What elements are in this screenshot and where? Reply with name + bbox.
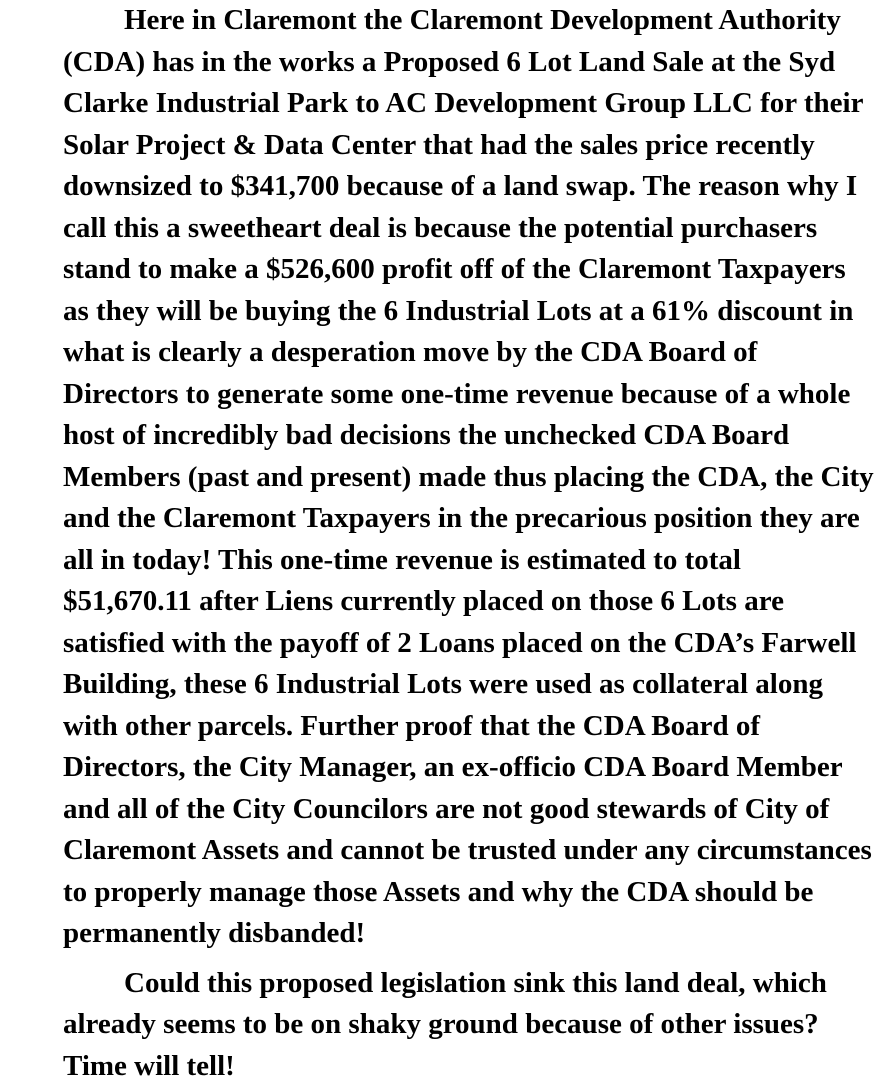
text-line: Members (past and present) made thus placing the CDA, the City [2,457,878,499]
text-line: call this a sweetheart deal is because the potential purchasers [2,208,878,250]
text-line: Solar Project & Data Center that had the sales price recently [2,125,878,167]
text-line: stand to make a $526,600 profit off of the Claremont Taxpayers [2,249,878,291]
text-line: and all of the City Councilors are not good stewards of City of [2,789,878,831]
text-line: $51,670.11 after Liens currently placed on those 6 Lots are [2,581,878,623]
text-line: what is clearly a desperation move by the CDA Board of [2,332,878,374]
text-line: Here in Claremont the Claremont Development Authority [2,0,878,42]
text-line: Time will tell! [2,1046,878,1087]
paragraph-legislation-question [2,963,878,1087]
text-line: downsized to $341,700 because of a land swap. The reason why I [2,166,878,208]
text-line: Directors, the City Manager, an ex-officio CDA Board Member [2,747,878,789]
text-line: all in today! This one-time revenue is estimated to total [2,540,878,582]
text-line: and the Claremont Taxpayers in the precarious position they are [2,498,878,540]
text-line: (CDA) has in the works a Proposed 6 Lot Land Sale at the Syd [2,42,878,84]
text-line: permanently disbanded! [2,913,878,955]
paragraph-cda-land-sale [2,0,878,955]
text-line: satisfied with the payoff of 2 Loans placed on the CDA’s Farwell [2,623,878,665]
text-line: to properly manage those Assets and why the CDA should be [2,872,878,914]
text-line: Claremont Assets and cannot be trusted under any circumstances [2,830,878,872]
text-line: Clarke Industrial Park to AC Development Group LLC for their [2,83,878,125]
text-line: Building, these 6 Industrial Lots were used as collateral along [2,664,878,706]
text-line: Could this proposed legislation sink this land deal, which [2,963,878,1005]
text-line: already seems to be on shaky ground because of other issues? [2,1004,878,1046]
text-line: with other parcels. Further proof that the CDA Board of [2,706,878,748]
text-line: host of incredibly bad decisions the unchecked CDA Board [2,415,878,457]
text-line: Directors to generate some one-time revenue because of a whole [2,374,878,416]
text-line: as they will be buying the 6 Industrial Lots at a 61% discount in [2,291,878,333]
